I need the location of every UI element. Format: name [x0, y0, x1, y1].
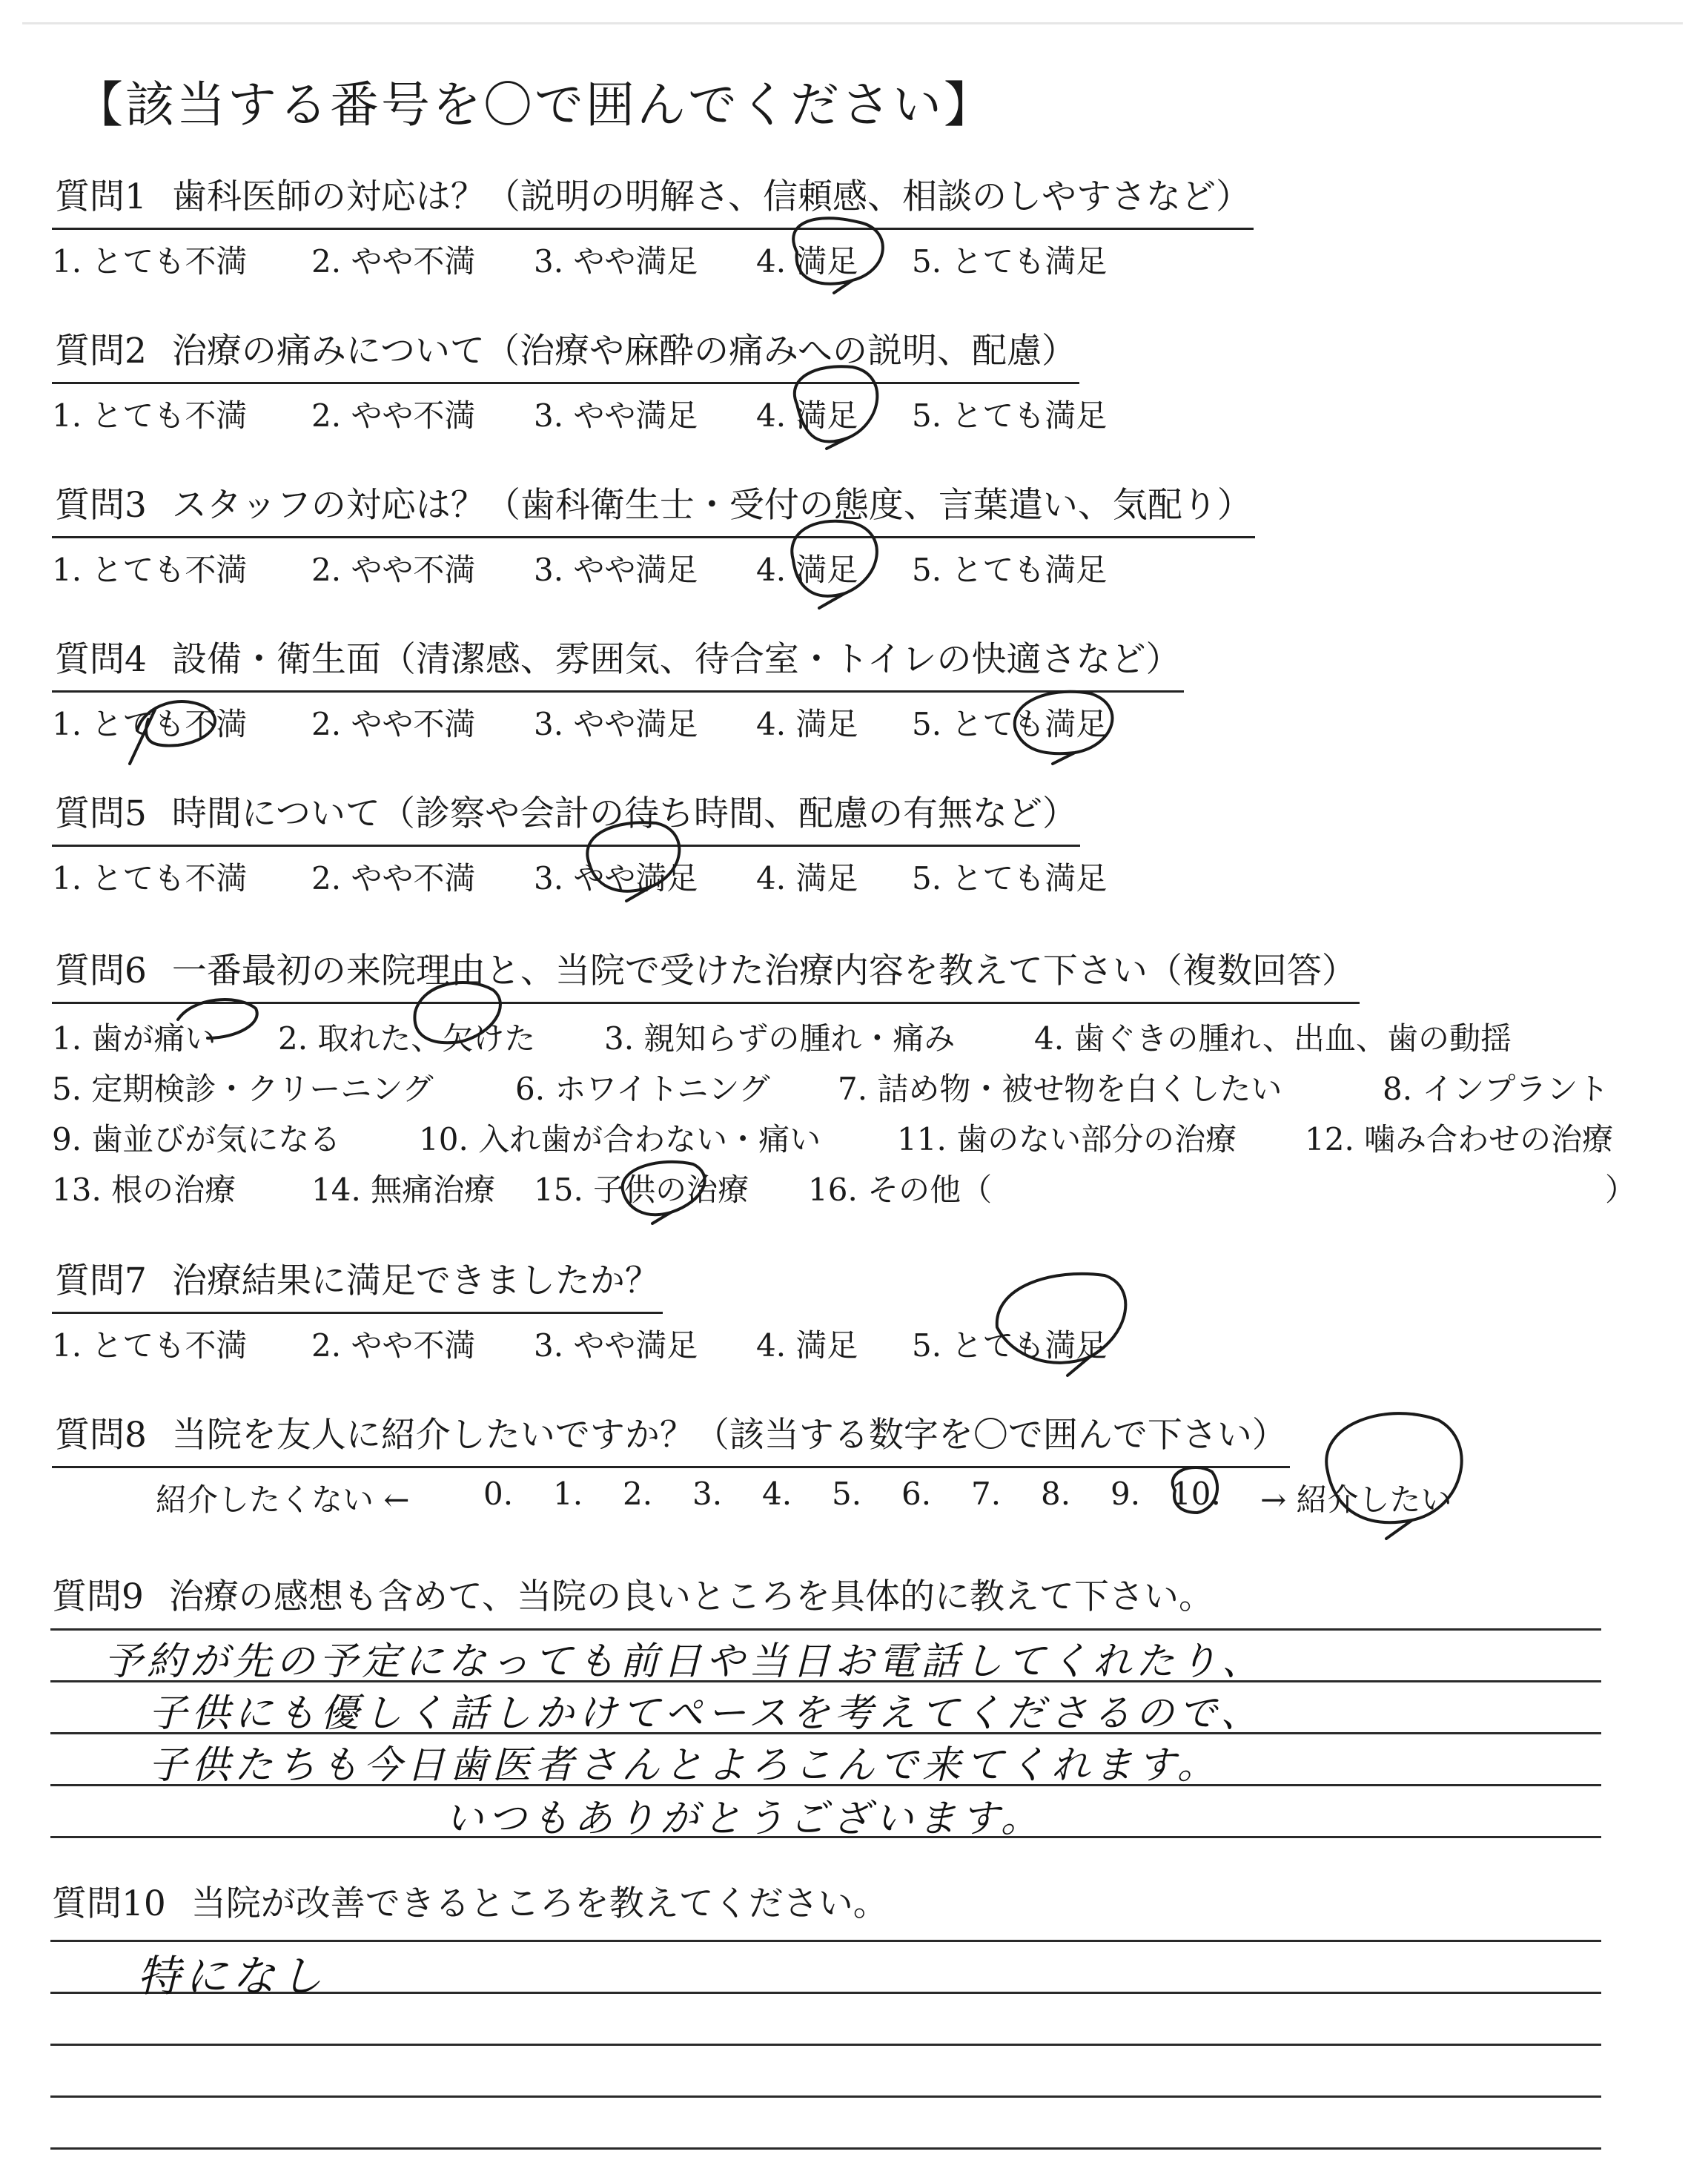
scale-right-label: → 紹介したい	[1260, 1482, 1452, 1518]
scale-6[interactable]: 6.	[901, 1476, 932, 1512]
handwritten-answer-q10[interactable]: 特になし	[137, 1951, 328, 2001]
question-number: 質問8	[55, 1415, 147, 1456]
scale-8[interactable]: 8.	[1041, 1476, 1071, 1512]
scale-5[interactable]: 5.	[832, 1476, 862, 1512]
option-5[interactable]: 5. 定期検診・クリーニング	[52, 1071, 434, 1107]
option-1[interactable]: 1. とても不満	[52, 243, 248, 280]
option-3[interactable]: 3. やや満足	[534, 1327, 698, 1364]
scale-9[interactable]: 9.	[1110, 1476, 1141, 1512]
question-6-options	[52, 1014, 1683, 1216]
question-1	[52, 169, 1683, 283]
question-number: 質問7	[55, 1261, 147, 1301]
options-row-4	[52, 1166, 1683, 1216]
option-3[interactable]: 3. やや満足	[534, 706, 698, 742]
option-13[interactable]: 13. 根の治療	[52, 1172, 236, 1208]
option-12[interactable]: 12. 噛み合わせの治療	[1305, 1121, 1614, 1157]
question-7	[52, 1253, 1683, 1367]
option-4[interactable]: 4. 満足	[756, 1327, 858, 1364]
question-text: 治療の感想も含めて、当院の良いところを具体的に教えて下さい。	[168, 1576, 1214, 1617]
option-3[interactable]: 3. やや満足	[534, 397, 698, 434]
option-16[interactable]: 16. その他（	[808, 1172, 993, 1208]
handwritten-answer-line-4[interactable]: いつもありがとうございます。	[445, 1797, 1044, 1841]
option-4[interactable]: 4. 満足	[756, 243, 858, 280]
question-text: 設備・衛生面（清潔感、雰囲気、待合室・トイレの快適さなど）	[171, 639, 1181, 680]
scale-0[interactable]: 0.	[483, 1476, 514, 1512]
answer-line	[50, 2147, 1601, 2150]
question-6-heading	[52, 943, 1360, 1004]
scale-7[interactable]: 7.	[971, 1476, 1002, 1512]
option-1[interactable]: 1. とても不満	[52, 552, 248, 588]
question-3-heading	[52, 478, 1255, 538]
scan-border-line	[22, 22, 1683, 24]
question-5-options	[52, 854, 1683, 900]
scale-1[interactable]: 1.	[553, 1476, 583, 1512]
option-5[interactable]: 5. とても満足	[912, 397, 1108, 434]
question-8-heading	[52, 1407, 1290, 1468]
page-title: 【該当する番号を〇で囲んでください】	[74, 76, 995, 133]
question-1-options	[52, 237, 1683, 283]
option-1[interactable]: 1. とても不満	[52, 706, 248, 742]
option-9[interactable]: 9. 歯並びが気になる	[52, 1121, 341, 1157]
question-text: 一番最初の来院理由と、当院で受けた治療内容を教えて下さい（複数回答）	[171, 951, 1357, 991]
question-5-heading	[52, 786, 1080, 847]
question-2	[52, 323, 1683, 437]
option-1[interactable]: 1. とても不満	[52, 860, 248, 896]
question-4-heading	[52, 632, 1184, 693]
option-2[interactable]: 2. やや不満	[311, 1327, 476, 1364]
option-5[interactable]: 5. とても満足	[912, 860, 1108, 896]
question-8	[52, 1407, 1683, 1522]
question-number: 質問2	[55, 331, 147, 371]
handwritten-answer-line-3[interactable]: 子供たちも今日歯医者さんとよろこんで来てくれます。	[148, 1743, 1220, 1788]
question-number: 質問3	[55, 485, 147, 526]
scale-2[interactable]: 2.	[623, 1476, 653, 1512]
question-1-heading	[52, 169, 1254, 230]
option-1[interactable]: 1. とても不満	[52, 1327, 248, 1364]
option-5[interactable]: 5. とても満足	[912, 243, 1108, 280]
question-4	[52, 632, 1683, 746]
option-1[interactable]: 1. 歯が痛い	[52, 1020, 216, 1057]
option-8[interactable]: 8. インプラント	[1383, 1071, 1609, 1107]
question-10-heading	[52, 1876, 1683, 1926]
scale-left-label: 紹介したくない ←	[156, 1482, 410, 1518]
option-3[interactable]: 3. やや満足	[534, 552, 698, 588]
options-row-3	[52, 1115, 1683, 1166]
option-4[interactable]: 4. 歯ぐきの腫れ、出血、歯の動揺	[1034, 1020, 1512, 1057]
scale-3[interactable]: 3.	[692, 1476, 723, 1512]
option-5[interactable]: 5. とても満足	[912, 1327, 1108, 1364]
question-text: 当院が改善できるところを教えてください。	[191, 1883, 888, 1924]
options-row-2	[52, 1065, 1683, 1115]
option-3[interactable]: 3. 親知らずの腫れ・痛み	[604, 1020, 956, 1057]
option-2[interactable]: 2. やや不満	[311, 243, 476, 280]
question-number: 質問10	[52, 1883, 166, 1924]
question-2-options	[52, 392, 1683, 437]
option-2[interactable]: 2. 取れた、欠けた	[278, 1020, 536, 1057]
handwritten-answer-line-2[interactable]: 子供にも優しく話しかけてペースを考えてくださるので、	[148, 1691, 1264, 1736]
option-1[interactable]: 1. とても不満	[52, 397, 248, 434]
question-2-heading	[52, 323, 1079, 384]
question-6	[52, 943, 1683, 1216]
question-9	[52, 1569, 1683, 1619]
option-5[interactable]: 5. とても満足	[912, 552, 1108, 588]
question-9-heading	[52, 1569, 1683, 1619]
option-7[interactable]: 7. 詰め物・被せ物を白くしたい	[838, 1071, 1282, 1107]
question-text: 歯科医師の対応は？（説明の明解さ、信頼感、相談のしやすさなど）	[171, 176, 1251, 217]
scale-4[interactable]: 4.	[762, 1476, 792, 1512]
option-10[interactable]: 10. 入れ歯が合わない・痛い	[419, 1121, 821, 1157]
question-number: 質問9	[52, 1576, 144, 1617]
question-number: 質問6	[55, 951, 147, 991]
option-4[interactable]: 4. 満足	[756, 706, 858, 742]
question-7-heading	[52, 1253, 663, 1314]
question-4-options	[52, 700, 1683, 746]
options-row-1	[52, 1014, 1683, 1065]
question-10	[52, 1876, 1683, 1926]
question-text: 治療の痛みについて（治療や麻酔の痛みへの説明、配慮）	[171, 331, 1077, 371]
option-3[interactable]: 3. やや満足	[534, 243, 698, 280]
question-8-scale	[52, 1476, 1683, 1522]
scale-10[interactable]: 10.	[1171, 1476, 1221, 1512]
option-4[interactable]: 4. 満足	[756, 860, 858, 896]
question-number: 質問4	[55, 639, 147, 680]
question-7-options	[52, 1321, 1683, 1367]
answer-line	[50, 2095, 1601, 2098]
option-4[interactable]: 4. 満足	[756, 397, 858, 434]
option-4[interactable]: 4. 満足	[756, 552, 858, 588]
option-6[interactable]: 6. ホワイトニング	[515, 1071, 770, 1107]
question-5	[52, 786, 1683, 900]
option-2[interactable]: 2. やや不満	[311, 397, 476, 434]
question-number: 質問5	[55, 793, 147, 834]
question-text: 当院を友人に紹介したいですか？（該当する数字を〇で囲んで下さい）	[171, 1415, 1287, 1456]
option-5[interactable]: 5. とても満足	[912, 706, 1108, 742]
option-3[interactable]: 3. やや満足	[534, 860, 698, 896]
question-number: 質問1	[55, 176, 147, 217]
option-14[interactable]: 14. 無痛治療	[311, 1172, 496, 1208]
handwritten-answer-line-1[interactable]: 予約が先の予定になっても前日や当日お電話してくれたり、	[104, 1639, 1265, 1684]
question-text: 治療結果に満足できましたか？	[171, 1261, 660, 1301]
question-3	[52, 478, 1683, 592]
option-2[interactable]: 2. やや不満	[311, 706, 476, 742]
option-11[interactable]: 11. 歯のない部分の治療	[897, 1121, 1237, 1157]
answer-line	[50, 2044, 1601, 2046]
question-text: 時間について（診察や会計の待ち時間、配慮の有無など）	[171, 793, 1077, 834]
option-2[interactable]: 2. やや不満	[311, 860, 476, 896]
option-15[interactable]: 15. 子供の治療	[534, 1172, 749, 1208]
question-text: スタッフの対応は？（歯科衛生士・受付の態度、言葉遣い、気配り）	[171, 485, 1252, 526]
other-close-paren: ）	[1605, 1172, 1637, 1208]
option-2[interactable]: 2. やや不満	[311, 552, 476, 588]
question-3-options	[52, 546, 1683, 592]
